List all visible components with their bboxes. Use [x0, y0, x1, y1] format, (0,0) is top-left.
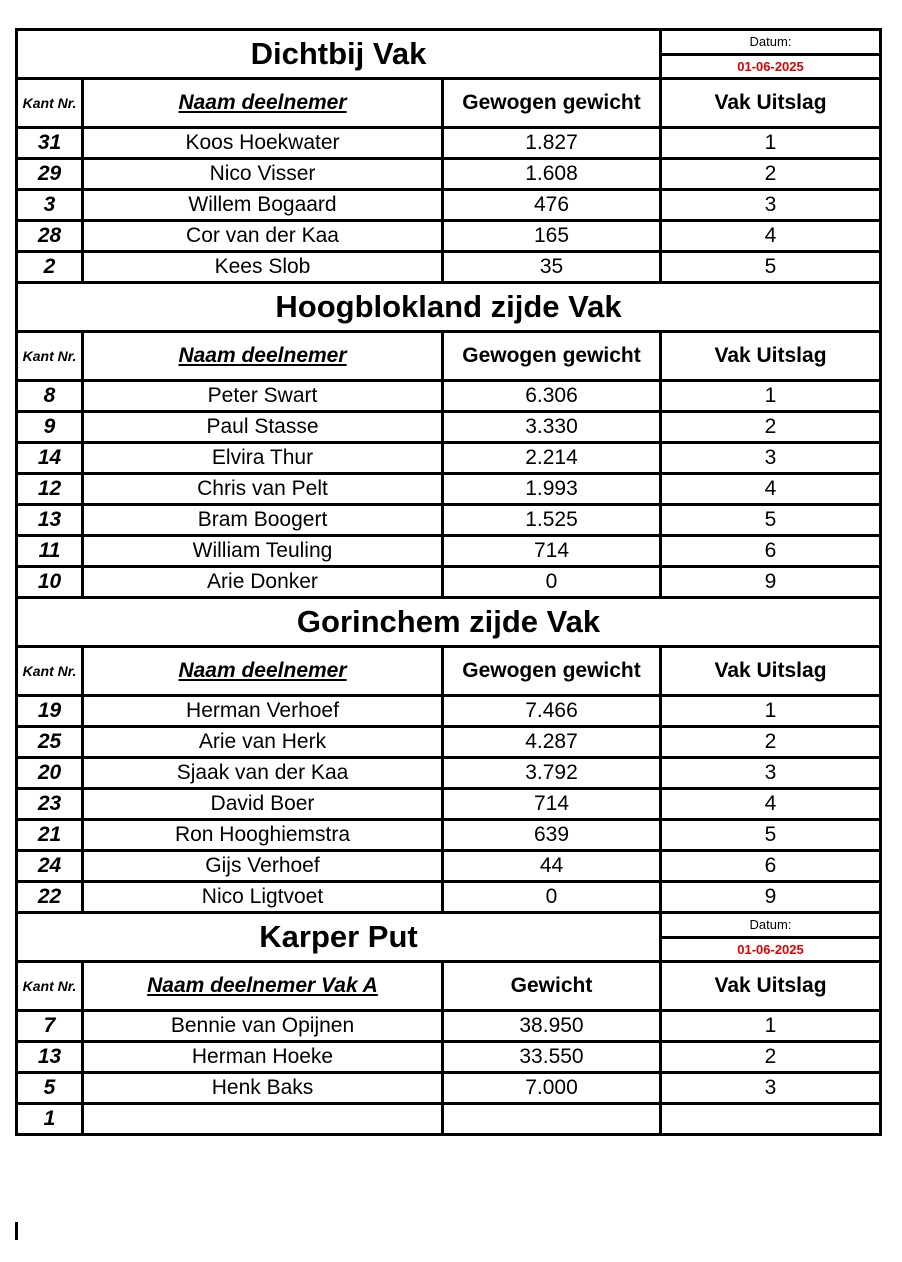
uitslag-cell — [661, 1104, 881, 1135]
section-title-row — [17, 30, 881, 55]
uitslag-cell: 3 — [661, 443, 881, 474]
gewicht-cell: 3.792 — [443, 758, 661, 789]
naam-cell: Arie van Herk — [83, 727, 443, 758]
column-header-row — [17, 962, 881, 1011]
kant-nr-cell: 20 — [17, 758, 83, 789]
date-value: 01-06-2025 — [661, 54, 881, 79]
table-row — [17, 536, 881, 567]
naam-cell: Cor van der Kaa — [83, 221, 443, 252]
section-title-row — [17, 913, 881, 938]
table-row — [17, 1104, 881, 1135]
gewicht-cell: 2.214 — [443, 443, 661, 474]
gewicht-cell: 1.608 — [443, 159, 661, 190]
gewicht-cell: 33.550 — [443, 1042, 661, 1073]
section-title: Karper Put — [17, 913, 661, 962]
naam-cell: Gijs Verhoef — [83, 851, 443, 882]
column-header-row — [17, 79, 881, 128]
naam-cell: Nico Ligtvoet — [83, 882, 443, 913]
uitslag-cell: 5 — [661, 252, 881, 283]
gewicht-cell: 0 — [443, 882, 661, 913]
naam-cell: Peter Swart — [83, 381, 443, 412]
gewicht-cell: 7.466 — [443, 696, 661, 727]
naam-cell: William Teuling — [83, 536, 443, 567]
naam-cell: Arie Donker — [83, 567, 443, 598]
uitslag-cell: 4 — [661, 789, 881, 820]
table-row — [17, 412, 881, 443]
kant-nr-cell: 13 — [17, 1042, 83, 1073]
uitslag-cell: 5 — [661, 820, 881, 851]
naam-cell: Ron Hooghiemstra — [83, 820, 443, 851]
uitslag-cell: 2 — [661, 727, 881, 758]
gewicht-cell: 38.950 — [443, 1011, 661, 1042]
header-naam-deelnemer: Naam deelnemer — [83, 79, 443, 128]
kant-nr-cell: 22 — [17, 882, 83, 913]
naam-cell: Paul Stasse — [83, 412, 443, 443]
gewicht-cell: 476 — [443, 190, 661, 221]
kant-nr-cell: 31 — [17, 128, 83, 159]
naam-cell: Herman Verhoef — [83, 696, 443, 727]
gewicht-cell: 0 — [443, 567, 661, 598]
table-row — [17, 758, 881, 789]
naam-cell: Kees Slob — [83, 252, 443, 283]
gewicht-cell: 4.287 — [443, 727, 661, 758]
naam-cell: Henk Baks — [83, 1073, 443, 1104]
uitslag-cell: 6 — [661, 851, 881, 882]
uitslag-cell: 9 — [661, 882, 881, 913]
gewicht-cell: 6.306 — [443, 381, 661, 412]
uitslag-cell: 3 — [661, 190, 881, 221]
naam-cell: Chris van Pelt — [83, 474, 443, 505]
column-header-row — [17, 647, 881, 696]
table-row — [17, 882, 881, 913]
kant-nr-cell: 7 — [17, 1011, 83, 1042]
date-label: Datum: — [661, 30, 881, 55]
header-naam-deelnemer: Naam deelnemer — [83, 647, 443, 696]
table-row — [17, 381, 881, 412]
uitslag-cell: 4 — [661, 221, 881, 252]
gewicht-cell: 3.330 — [443, 412, 661, 443]
kant-nr-cell: 5 — [17, 1073, 83, 1104]
header-kant-nr: Kant Nr. — [17, 332, 83, 381]
gewicht-cell: 7.000 — [443, 1073, 661, 1104]
gewicht-cell: 639 — [443, 820, 661, 851]
header-gewicht: Gewicht — [443, 962, 661, 1011]
kant-nr-cell: 19 — [17, 696, 83, 727]
table-row — [17, 443, 881, 474]
kant-nr-cell: 23 — [17, 789, 83, 820]
gewicht-cell: 1.827 — [443, 128, 661, 159]
uitslag-cell: 9 — [661, 567, 881, 598]
gewicht-cell: 714 — [443, 789, 661, 820]
kant-nr-cell: 14 — [17, 443, 83, 474]
naam-cell: Elvira Thur — [83, 443, 443, 474]
header-kant-nr: Kant Nr. — [17, 647, 83, 696]
table-row — [17, 1073, 881, 1104]
gewicht-cell: 1.993 — [443, 474, 661, 505]
header-gewicht: Gewogen gewicht — [443, 332, 661, 381]
kant-nr-cell: 24 — [17, 851, 83, 882]
kant-nr-cell: 2 — [17, 252, 83, 283]
uitslag-cell: 5 — [661, 505, 881, 536]
uitslag-cell: 1 — [661, 696, 881, 727]
naam-cell: Bennie van Opijnen — [83, 1011, 443, 1042]
header-vak-uitslag: Vak Uitslag — [661, 332, 881, 381]
uitslag-cell: 1 — [661, 128, 881, 159]
uitslag-cell: 2 — [661, 412, 881, 443]
kant-nr-cell: 29 — [17, 159, 83, 190]
date-value: 01-06-2025 — [661, 937, 881, 962]
gewicht-cell: 165 — [443, 221, 661, 252]
table-row — [17, 789, 881, 820]
naam-cell: Willem Bogaard — [83, 190, 443, 221]
sheet-border-tail — [15, 1222, 18, 1240]
naam-cell: Bram Boogert — [83, 505, 443, 536]
gewicht-cell — [443, 1104, 661, 1135]
table-row — [17, 567, 881, 598]
table-row — [17, 820, 881, 851]
header-kant-nr: Kant Nr. — [17, 79, 83, 128]
table-row — [17, 1042, 881, 1073]
header-vak-uitslag: Vak Uitslag — [661, 962, 881, 1011]
table-row — [17, 190, 881, 221]
gewicht-cell: 44 — [443, 851, 661, 882]
naam-cell: Koos Hoekwater — [83, 128, 443, 159]
kant-nr-cell: 21 — [17, 820, 83, 851]
table-row — [17, 252, 881, 283]
header-vak-uitslag: Vak Uitslag — [661, 79, 881, 128]
naam-cell: Nico Visser — [83, 159, 443, 190]
kant-nr-cell: 9 — [17, 412, 83, 443]
gewicht-cell: 714 — [443, 536, 661, 567]
table-row — [17, 727, 881, 758]
table-row — [17, 1011, 881, 1042]
uitslag-cell: 6 — [661, 536, 881, 567]
kant-nr-cell: 11 — [17, 536, 83, 567]
uitslag-cell: 3 — [661, 758, 881, 789]
results-sheet — [15, 28, 879, 1136]
table-row — [17, 851, 881, 882]
section-title: Dichtbij Vak — [17, 30, 661, 79]
naam-cell: David Boer — [83, 789, 443, 820]
uitslag-cell: 4 — [661, 474, 881, 505]
uitslag-cell: 3 — [661, 1073, 881, 1104]
header-kant-nr: Kant Nr. — [17, 962, 83, 1011]
uitslag-cell: 2 — [661, 159, 881, 190]
header-gewicht: Gewogen gewicht — [443, 79, 661, 128]
column-header-row — [17, 332, 881, 381]
section-title-row — [17, 283, 881, 332]
date-label: Datum: — [661, 913, 881, 938]
gewicht-cell: 35 — [443, 252, 661, 283]
table-row — [17, 128, 881, 159]
kant-nr-cell: 13 — [17, 505, 83, 536]
table-row — [17, 221, 881, 252]
table-row — [17, 505, 881, 536]
naam-cell: Sjaak van der Kaa — [83, 758, 443, 789]
kant-nr-cell: 3 — [17, 190, 83, 221]
table-row — [17, 159, 881, 190]
gewicht-cell: 1.525 — [443, 505, 661, 536]
uitslag-cell: 1 — [661, 381, 881, 412]
kant-nr-cell: 12 — [17, 474, 83, 505]
kant-nr-cell: 25 — [17, 727, 83, 758]
uitslag-cell: 1 — [661, 1011, 881, 1042]
uitslag-cell: 2 — [661, 1042, 881, 1073]
kant-nr-cell: 28 — [17, 221, 83, 252]
kant-nr-cell: 8 — [17, 381, 83, 412]
header-naam-deelnemer: Naam deelnemer Vak A — [83, 962, 443, 1011]
naam-cell: Herman Hoeke — [83, 1042, 443, 1073]
section-title: Hoogblokland zijde Vak — [17, 283, 881, 332]
table-row — [17, 474, 881, 505]
header-vak-uitslag: Vak Uitslag — [661, 647, 881, 696]
header-gewicht: Gewogen gewicht — [443, 647, 661, 696]
kant-nr-cell: 1 — [17, 1104, 83, 1135]
section-title-row — [17, 598, 881, 647]
section-title: Gorinchem zijde Vak — [17, 598, 881, 647]
header-naam-deelnemer: Naam deelnemer — [83, 332, 443, 381]
kant-nr-cell: 10 — [17, 567, 83, 598]
results-table — [15, 28, 882, 1136]
table-row — [17, 696, 881, 727]
naam-cell — [83, 1104, 443, 1135]
